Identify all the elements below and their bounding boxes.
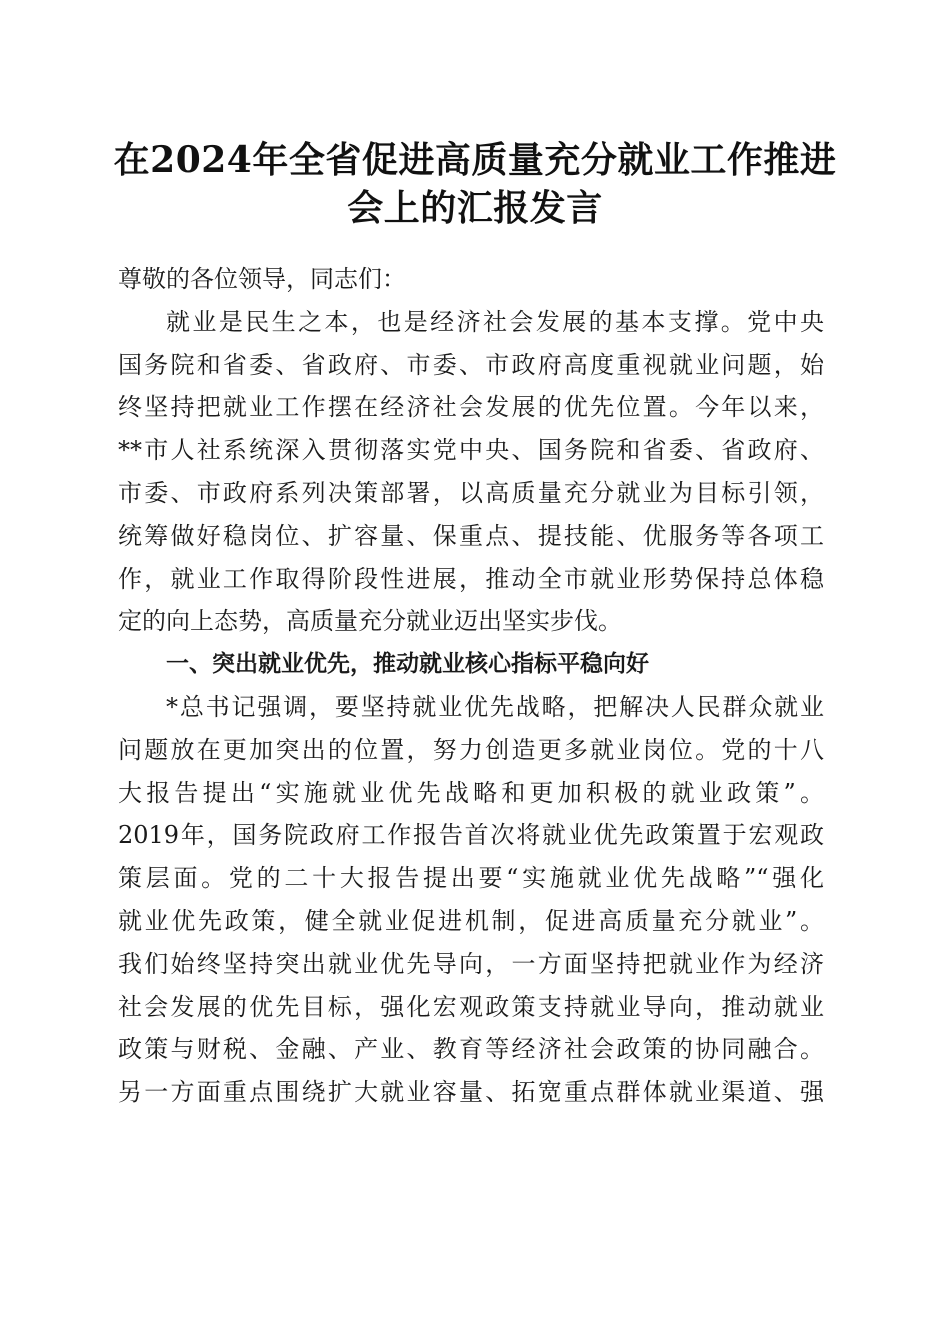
paragraph-2-line: 政策与财税、金融、产业、教育等经济社会政策的协同融合。 bbox=[118, 1035, 824, 1064]
paragraph-1-line: 国务院和省委、省政府、市委、市政府高度重视就业问题，始 bbox=[118, 350, 824, 379]
paragraph-1-line: 统筹做好稳岗位、扩容量、保重点、提技能、优服务等各项工 bbox=[118, 521, 824, 550]
salutation: 尊敬的各位领导，同志们： bbox=[118, 265, 406, 293]
document-title bbox=[100, 136, 850, 232]
paragraph-1-line: 定的向上态势，高质量充分就业迈出坚实步伐。 bbox=[118, 607, 622, 636]
paragraph-2-line: 大报告提出“实施就业优先战略和更加积极的就业政策”。 bbox=[118, 778, 824, 807]
paragraph-1-line: 终坚持把就业工作摆在经济社会发展的优先位置。今年以来， bbox=[118, 393, 824, 422]
paragraph-1 bbox=[118, 301, 824, 643]
paragraph-2-line: *总书记强调，要坚持就业优先战略，把解决人民群众就业 bbox=[166, 692, 824, 721]
paragraph-1-line: **市人社系统深入贯彻落实党中央、国务院和省委、省政府、 bbox=[118, 436, 824, 465]
paragraph-2-line: 问题放在更加突出的位置，努力创造更多就业岗位。党的十八 bbox=[118, 735, 824, 764]
paragraph-2-line: 另一方面重点围绕扩大就业容量、拓宽重点群体就业渠道、强 bbox=[118, 1078, 824, 1107]
title-line-2: 会上的汇报发言 bbox=[347, 187, 603, 229]
document-body bbox=[118, 258, 824, 1114]
paragraph-2-line: 就业优先政策，健全就业促进机制，促进高质量充分就业”。 bbox=[118, 906, 824, 935]
title-line-1: 在2024年全省促进高质量充分就业工作推进 bbox=[113, 139, 837, 181]
paragraph-2-line: 策层面。党的二十大报告提出要“实施就业优先战略”“强化 bbox=[118, 864, 824, 893]
paragraph-2-line: 我们始终坚持突出就业优先导向，一方面坚持把就业作为经济 bbox=[118, 949, 824, 978]
paragraph-2-line: 社会发展的优先目标，强化宏观政策支持就业导向，推动就业 bbox=[118, 992, 824, 1021]
paragraph-2-line: 2019年，国务院政府工作报告首次将就业优先政策置于宏观政 bbox=[118, 821, 824, 850]
paragraph-1-line: 作，就业工作取得阶段性进展，推动全市就业形势保持总体稳 bbox=[118, 564, 824, 593]
paragraph-1-line: 市委、市政府系列决策部署，以高质量充分就业为目标引领， bbox=[118, 478, 824, 507]
paragraph-1-line: 就业是民生之本，也是经济社会发展的基本支撑。党中央 bbox=[166, 307, 824, 336]
paragraph-2 bbox=[118, 686, 824, 1114]
section-heading: 一、突出就业优先，推动就业核心指标平稳向好 bbox=[166, 651, 649, 678]
